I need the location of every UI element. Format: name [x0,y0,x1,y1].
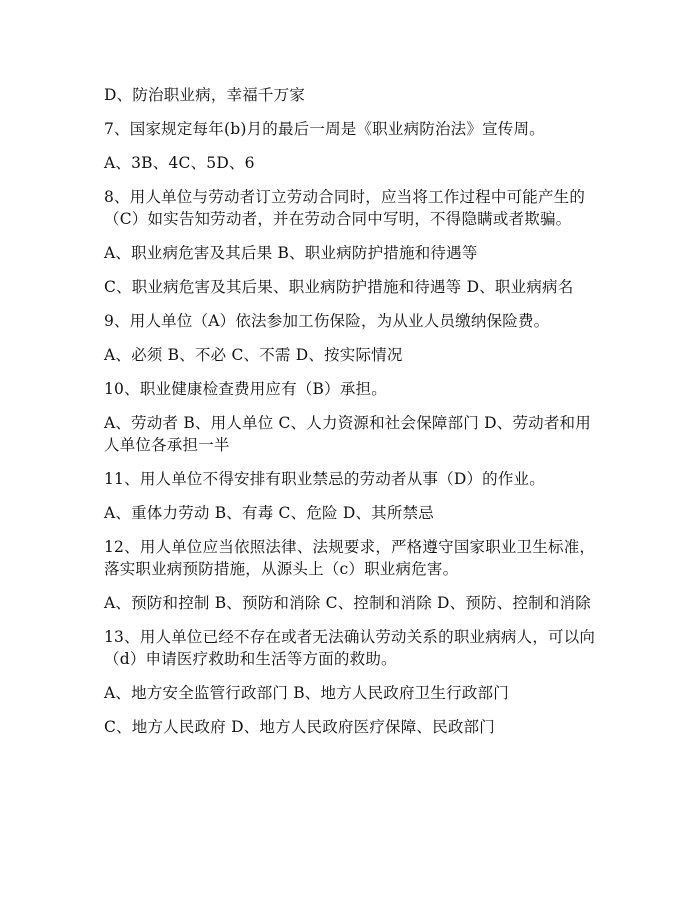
options-12: A、预防和控制 B、预防和消除 C、控制和消除 D、预防、控制和消除 [104,594,591,612]
question-7: 7、国家规定每年(b)月的最后一周是《职业病防治法》宣传周。 [104,120,545,138]
question-11: 11、用人单位不得安排有职业禁忌的劳动者从事（D）的作业。 [104,470,545,488]
question-12: 12、用人单位应当依照法律、法规要求，严格遵守国家职业卫生标准，落实职业病预防措施，从源头上（c）职业病危害。 [104,538,596,578]
options-11: A、重体力劳动 B、有毒 C、危险 D、其所禁忌 [104,504,434,522]
options-9: A、必须 B、不必 C、不需 D、按实际情况 [104,346,403,364]
options-13-cd: C、地方人民政府 D、地方人民政府医疗保障、民政部门 [104,718,495,736]
options-8-ab: A、职业病危害及其后果 B、职业病防护措施和待遇等 [104,244,478,262]
question-9: 9、用人单位（A）依法参加工伤保险，为从业人员缴纳保险费。 [104,312,550,330]
question-10: 10、职业健康检查费用应有（B）承担。 [104,380,387,398]
options-13-ab: A、地方安全监管行政部门 B、地方人民政府卫生行政部门 [104,684,509,702]
option-line-d-7: D、防治职业病，幸福千万家 [104,86,306,104]
options-10: A、劳动者 B、用人单位 C、人力资源和社会保障部门 D、劳动者和用人单位各承担一半 [104,414,591,454]
question-13: 13、用人单位已经不存在或者无法确认劳动关系的职业病病人，可以向（d）申请医疗救助和生活等方面的救助。 [104,628,596,668]
options-8-cd: C、职业病危害及其后果、职业病防护措施和待遇等 D、职业病病名 [104,278,574,296]
question-8: 8、用人单位与劳动者订立劳动合同时，应当将工作过程中可能产生的（C）如实告知劳动者，并在劳动合同中写明，不得隐瞒或者欺骗。 [104,188,586,228]
options-7: A、3B、4C、5D、6 [104,154,255,172]
document-body [104,84,598,738]
